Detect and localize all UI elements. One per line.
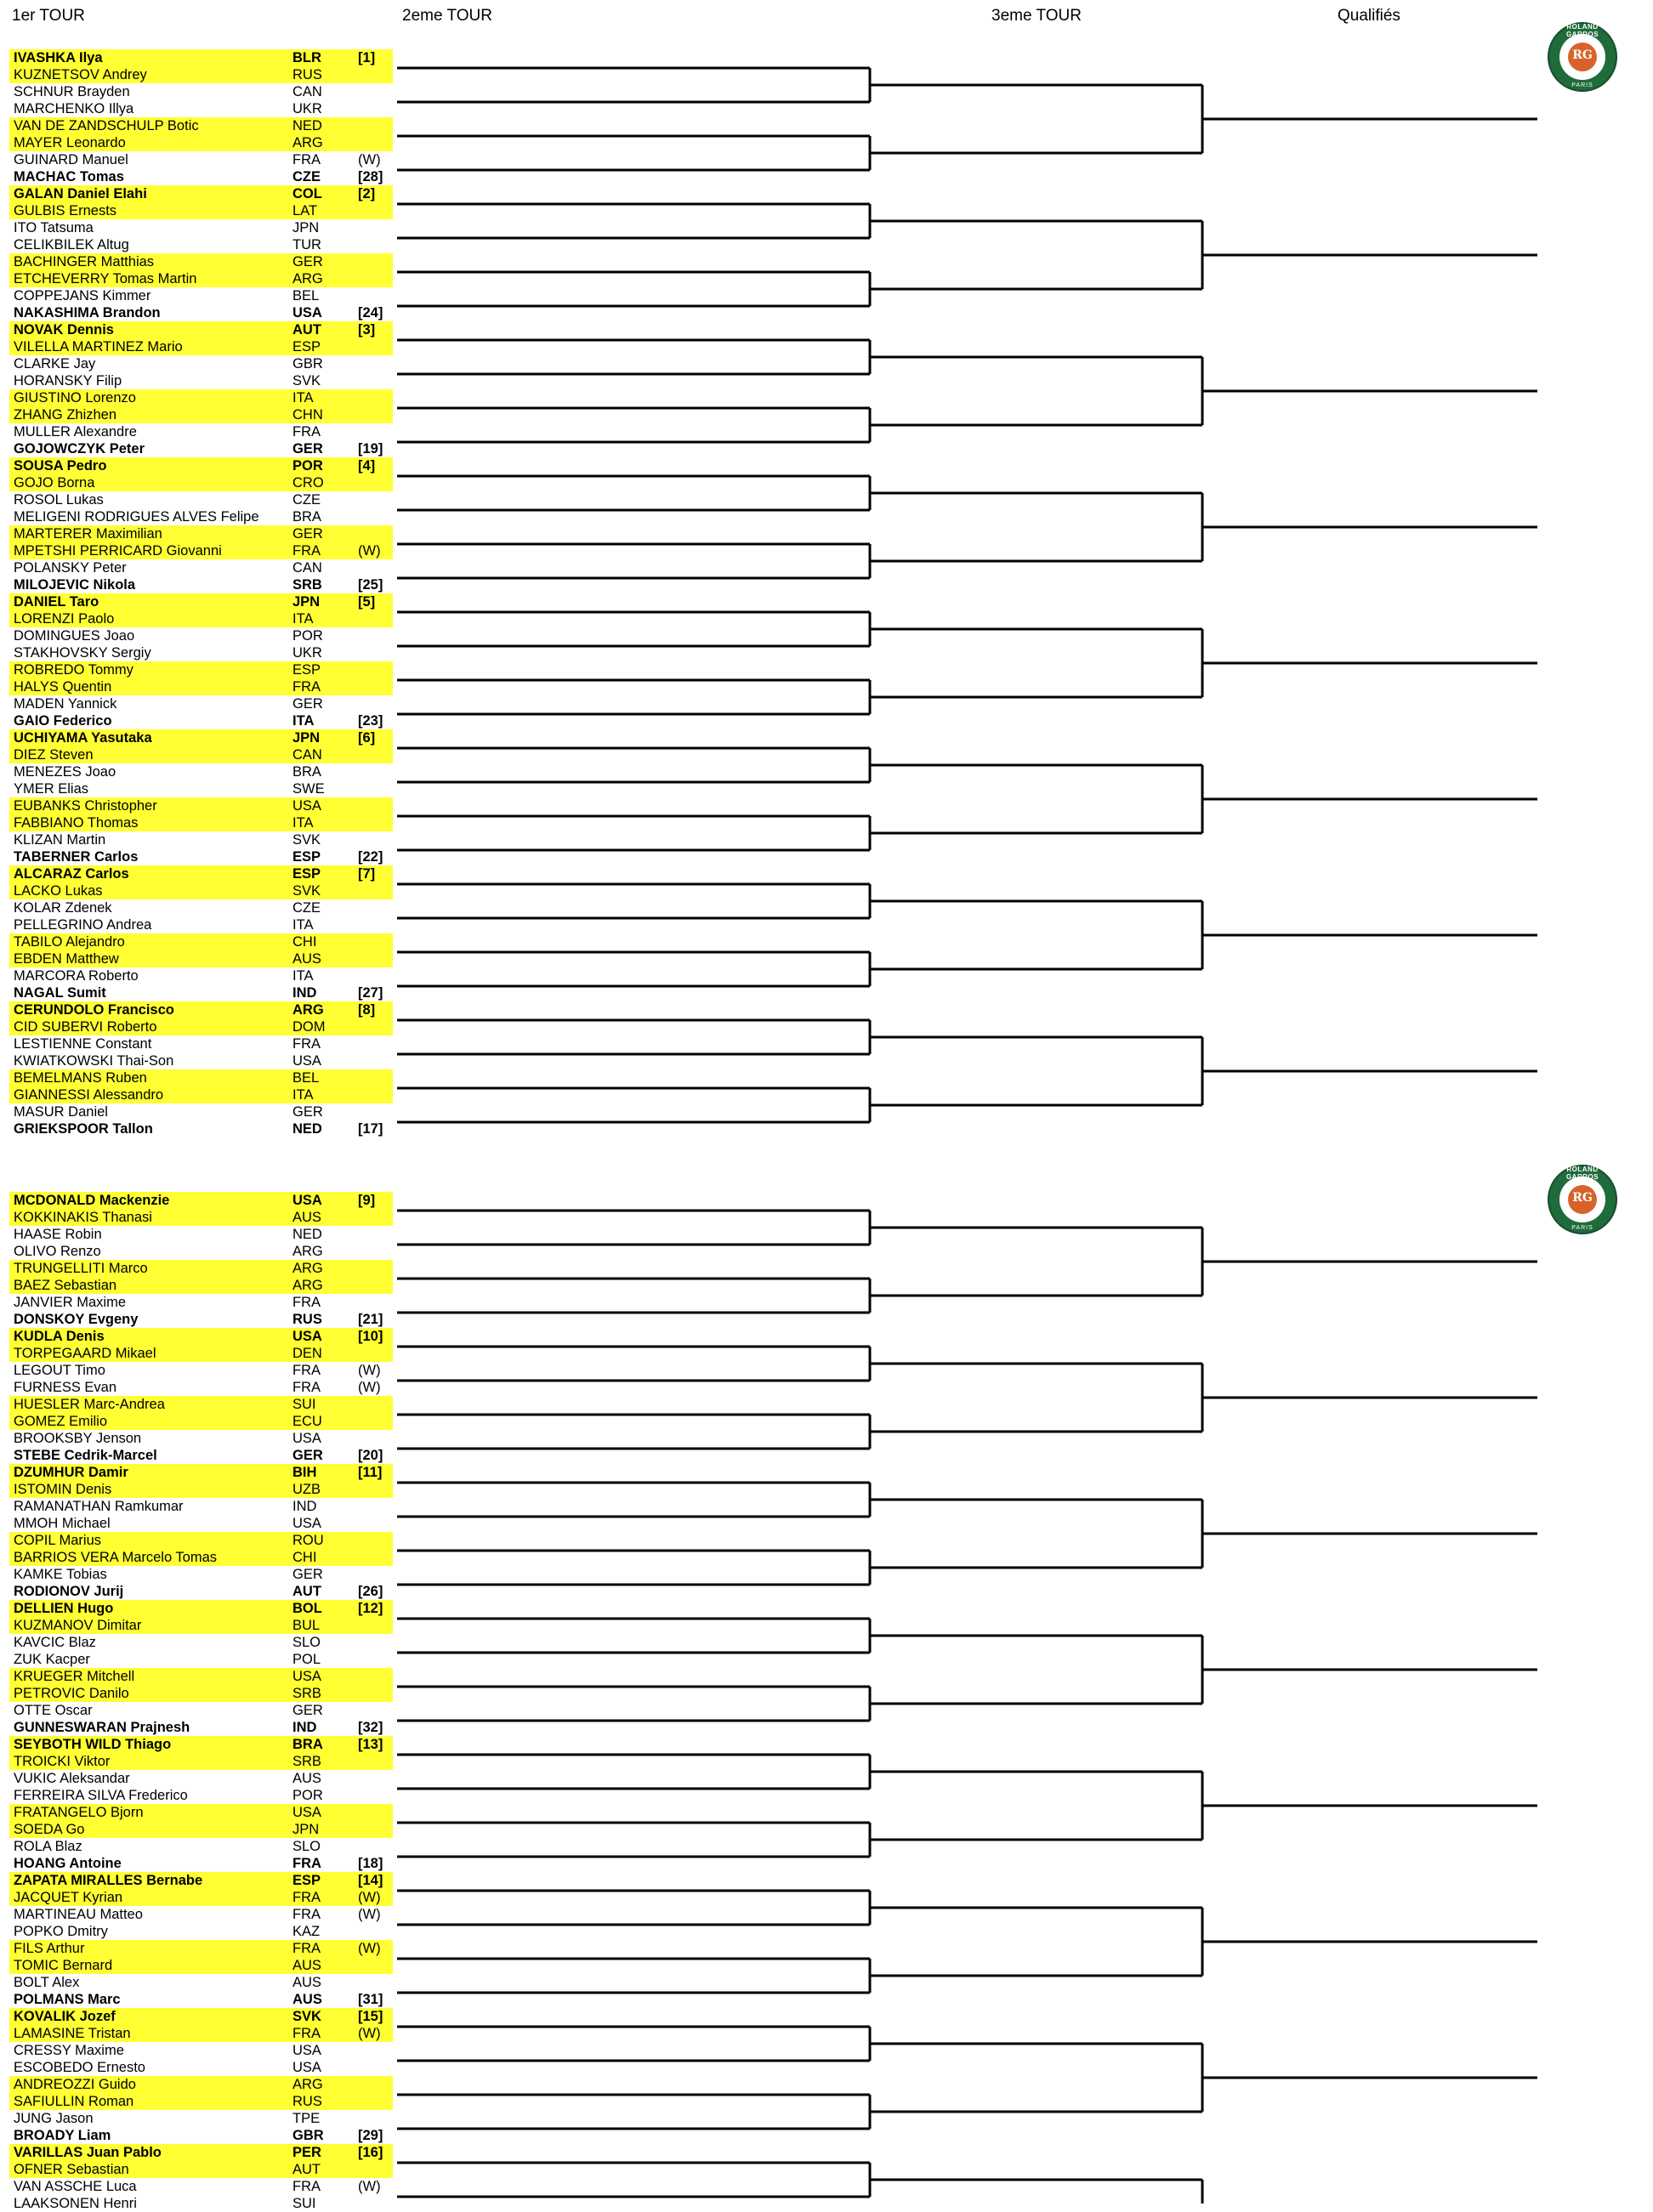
player-country: ESP xyxy=(293,866,321,882)
player-name: GOJO Borna xyxy=(14,475,95,491)
player-country: USA xyxy=(293,1193,322,1208)
player-name: GAIO Federico xyxy=(14,713,112,729)
player-country: TPE xyxy=(293,2111,321,2126)
player-country: FRA xyxy=(293,1363,321,1378)
player-name: HALYS Quentin xyxy=(14,679,112,695)
player-country: ITA xyxy=(293,968,314,984)
player-name: CLARKE Jay xyxy=(14,356,96,372)
player-name: MENEZES Joao xyxy=(14,764,116,780)
player-name: POPKO Dmitry xyxy=(14,1924,108,1939)
player-country: ROU xyxy=(293,1533,324,1548)
player-name: STEBE Cedrik-Marcel xyxy=(14,1448,157,1463)
player-country: ARG xyxy=(293,271,323,286)
player-country: BOL xyxy=(293,1601,322,1616)
player-name: GIANNESSI Alessandro xyxy=(14,1087,164,1103)
player-name: VILELLA MARTINEZ Mario xyxy=(14,339,183,354)
player-country: RUS xyxy=(293,2094,322,2109)
player-country: FRA xyxy=(293,2179,321,2194)
player-country: JPN xyxy=(293,594,321,610)
player-name: BAEZ Sebastian xyxy=(14,1278,117,1293)
round2-header: 2eme TOUR xyxy=(402,7,492,25)
player-country: IND xyxy=(293,985,317,1001)
player-name: VUKIC Aleksandar xyxy=(14,1771,130,1786)
player-name: GOMEZ Emilio xyxy=(14,1414,108,1429)
player-name: GUINARD Manuel xyxy=(14,152,128,167)
roland-garros-logo: RG ROLAND GARROS PARIS xyxy=(1548,22,1617,92)
player-seed: [28] xyxy=(358,169,383,184)
round1-header: 1er TOUR xyxy=(12,7,85,25)
player-country: DOM xyxy=(293,1019,326,1035)
player-country: NED xyxy=(293,1227,322,1242)
player-country: POL xyxy=(293,1652,321,1667)
player-seed: (W) xyxy=(358,1380,381,1395)
player-name: KWIATKOWSKI Thai-Son xyxy=(14,1053,174,1069)
player-country: ARG xyxy=(293,1261,323,1276)
player-country: ARG xyxy=(293,1278,323,1293)
player-seed: (W) xyxy=(358,543,381,559)
player-name: GUNNESWARAN Prajnesh xyxy=(14,1720,190,1735)
player-country: FRA xyxy=(293,543,321,559)
player-seed: [23] xyxy=(358,713,383,729)
player-country: ESP xyxy=(293,339,321,354)
player-country: AUT xyxy=(293,1584,321,1599)
player-seed: [17] xyxy=(358,1121,383,1137)
player-name: SEYBOTH WILD Thiago xyxy=(14,1737,172,1752)
player-seed: [32] xyxy=(358,1720,383,1735)
player-name: KOVALIK Jozef xyxy=(14,2009,116,2024)
player-country: DEN xyxy=(293,1346,322,1361)
player-country: SVK xyxy=(293,883,321,899)
player-country: USA xyxy=(293,1431,321,1446)
player-country: FRA xyxy=(293,1380,321,1395)
player-country: CHI xyxy=(293,934,317,950)
player-country: ESP xyxy=(293,1873,321,1888)
player-name: MASUR Daniel xyxy=(14,1104,108,1120)
player-seed: [22] xyxy=(358,849,383,865)
player-country: POR xyxy=(293,458,323,474)
player-name: FABBIANO Thomas xyxy=(14,815,139,831)
player-name: LORENZI Paolo xyxy=(14,611,115,627)
player-country: ITA xyxy=(293,390,314,406)
player-name: ROBREDO Tommy xyxy=(14,662,133,678)
player-name: ROLA Blaz xyxy=(14,1839,82,1854)
player-seed: (W) xyxy=(358,152,381,167)
player-name: LEGOUT Timo xyxy=(14,1363,105,1378)
player-name: HAASE Robin xyxy=(14,1227,102,1242)
player-country: FRA xyxy=(293,1036,321,1052)
player-name: NOVAK Dennis xyxy=(14,322,114,337)
player-name: ISTOMIN Denis xyxy=(14,1482,112,1497)
player-name: OTTE Oscar xyxy=(14,1703,93,1718)
player-country: FRA xyxy=(293,1295,321,1310)
player-name: CELIKBILEK Altug xyxy=(14,237,129,252)
player-name: FRATANGELO Bjorn xyxy=(14,1805,144,1820)
player-country: USA xyxy=(293,1053,321,1069)
player-name: KAVCIC Blaz xyxy=(14,1635,96,1650)
player-name: MARTINEAU Matteo xyxy=(14,1907,143,1922)
player-country: LAT xyxy=(293,203,318,218)
player-country: GER xyxy=(293,1567,323,1582)
player-seed: (W) xyxy=(358,2026,381,2041)
player-name: YMER Elias xyxy=(14,781,89,797)
player-name: ITO Tatsuma xyxy=(14,220,94,235)
player-country: AUT xyxy=(293,2162,321,2177)
player-name: RAMANATHAN Ramkumar xyxy=(14,1499,184,1514)
player-name: EBDEN Matthew xyxy=(14,951,119,967)
player-country: ESP xyxy=(293,662,321,678)
player-name: TORPEGAARD Mikael xyxy=(14,1346,156,1361)
player-country: UZB xyxy=(293,1482,321,1497)
player-country: CZE xyxy=(293,169,321,184)
player-name: KOLAR Zdenek xyxy=(14,900,112,916)
player-name: MARTERER Maximilian xyxy=(14,526,162,542)
player-seed: [25] xyxy=(358,577,383,593)
player-country: CAN xyxy=(293,560,322,576)
player-seed: [12] xyxy=(358,1601,383,1616)
player-country: USA xyxy=(293,1329,322,1344)
player-seed: [3] xyxy=(358,322,376,337)
player-country: JPN xyxy=(293,730,321,746)
player-country: FRA xyxy=(293,424,321,440)
player-seed: [16] xyxy=(358,2145,383,2160)
player-country: USA xyxy=(293,2043,321,2058)
player-country: ARG xyxy=(293,135,323,150)
player-name: ALCARAZ Carlos xyxy=(14,866,129,882)
player-seed: [27] xyxy=(358,985,383,1001)
player-name: TRUNGELLITI Marco xyxy=(14,1261,148,1276)
player-country: GER xyxy=(293,1703,323,1718)
player-name: MARCORA Roberto xyxy=(14,968,139,984)
player-seed: (W) xyxy=(358,1941,381,1956)
player-country: BUL xyxy=(293,1618,321,1633)
player-name: JUNG Jason xyxy=(14,2111,94,2126)
player-name: GIUSTINO Lorenzo xyxy=(14,390,136,406)
player-name: GULBIS Ernests xyxy=(14,203,117,218)
player-country: ITA xyxy=(293,815,314,831)
player-country: CAN xyxy=(293,84,322,99)
player-country: SRB xyxy=(293,1686,321,1701)
player-country: AUT xyxy=(293,322,321,337)
player-country: CZE xyxy=(293,492,321,508)
player-name: GRIEKSPOOR Tallon xyxy=(14,1121,153,1137)
player-name: SOEDA Go xyxy=(14,1822,85,1837)
player-name: JACQUET Kyrian xyxy=(14,1890,123,1905)
player-country: AUS xyxy=(293,1210,321,1225)
player-name: DZUMHUR Damir xyxy=(14,1465,128,1480)
roland-garros-logo: RG ROLAND GARROS PARIS xyxy=(1548,1165,1617,1234)
player-country: USA xyxy=(293,1669,321,1684)
player-name: JANVIER Maxime xyxy=(14,1295,127,1310)
player-name: PELLEGRINO Andrea xyxy=(14,917,152,933)
player-name: VARILLAS Juan Pablo xyxy=(14,2145,162,2160)
player-name: ANDREOZZI Guido xyxy=(14,2077,136,2092)
player-name: ESCOBEDO Ernesto xyxy=(14,2060,145,2075)
player-country: TUR xyxy=(293,237,321,252)
player-country: BRA xyxy=(293,1737,323,1752)
player-seed: [11] xyxy=(358,1465,383,1480)
player-name: CRESSY Maxime xyxy=(14,2043,124,2058)
player-name: TABERNER Carlos xyxy=(14,849,139,865)
player-country: SWE xyxy=(293,781,325,797)
player-country: GBR xyxy=(293,2128,324,2143)
player-country: SVK xyxy=(293,373,321,389)
player-country: ITA xyxy=(293,713,315,729)
player-name: KOKKINAKIS Thanasi xyxy=(14,1210,152,1225)
player-seed: [20] xyxy=(358,1448,383,1463)
player-name: LACKO Lukas xyxy=(14,883,103,899)
player-name: MULLER Alexandre xyxy=(14,424,137,440)
player-seed: (W) xyxy=(358,1890,381,1905)
player-country: BEL xyxy=(293,1070,320,1086)
player-name: ZUK Kacper xyxy=(14,1652,90,1667)
player-name: DELLIEN Hugo xyxy=(14,1601,114,1616)
player-country: ESP xyxy=(293,849,321,865)
player-seed: [7] xyxy=(358,866,376,882)
player-seed: [10] xyxy=(358,1329,383,1344)
player-country: USA xyxy=(293,1516,321,1531)
player-country: ARG xyxy=(293,1244,323,1259)
player-country: CAN xyxy=(293,747,322,763)
player-seed: [13] xyxy=(358,1737,383,1752)
player-country: BRA xyxy=(293,764,321,780)
player-country: GER xyxy=(293,526,323,542)
player-name: NAKASHIMA Brandon xyxy=(14,305,161,320)
round3-header: 3eme TOUR xyxy=(991,7,1082,25)
player-country: POR xyxy=(293,628,323,644)
player-name: ZAPATA MIRALLES Bernabe xyxy=(14,1873,203,1888)
player-seed: [14] xyxy=(358,1873,383,1888)
player-name: GALAN Daniel Elahi xyxy=(14,186,147,201)
player-country: GER xyxy=(293,254,323,269)
player-name: BROADY Liam xyxy=(14,2128,111,2143)
player-name: BACHINGER Matthias xyxy=(14,254,155,269)
player-country: SUI xyxy=(293,2196,316,2211)
player-country: CRO xyxy=(293,475,324,491)
player-seed: (W) xyxy=(358,1363,381,1378)
player-country: CHN xyxy=(293,407,323,423)
player-country: AUS xyxy=(293,1771,321,1786)
player-country: KAZ xyxy=(293,1924,321,1939)
player-name: MAYER Leonardo xyxy=(14,135,126,150)
player-country: SLO xyxy=(293,1635,321,1650)
player-country: GBR xyxy=(293,356,323,372)
player-seed: [5] xyxy=(358,594,376,610)
player-country: FRA xyxy=(293,152,321,167)
player-country: SLO xyxy=(293,1839,321,1854)
player-name: IVASHKA Ilya xyxy=(14,50,103,65)
player-country: JPN xyxy=(293,1822,320,1837)
player-name: MMOH Michael xyxy=(14,1516,111,1531)
player-country: SVK xyxy=(293,832,321,848)
player-seed: [29] xyxy=(358,2128,383,2143)
player-country: AUS xyxy=(293,951,321,967)
player-country: FRA xyxy=(293,1941,321,1956)
player-name: CID SUBERVI Roberto xyxy=(14,1019,157,1035)
player-name: KUZNETSOV Andrey xyxy=(14,67,147,82)
player-country: IND xyxy=(293,1720,317,1735)
player-country: ITA xyxy=(293,611,314,627)
player-seed: [6] xyxy=(358,730,376,746)
player-seed: [4] xyxy=(358,458,376,474)
player-country: UKR xyxy=(293,101,322,116)
player-country: BRA xyxy=(293,509,321,525)
player-country: SUI xyxy=(293,1397,316,1412)
player-name: POLMANS Marc xyxy=(14,1992,121,2007)
player-name: VAN ASSCHE Luca xyxy=(14,2179,137,2194)
player-name: MILOJEVIC Nikola xyxy=(14,577,136,593)
player-country: ARG xyxy=(293,1002,324,1018)
player-name: BARRIOS VERA Marcelo Tomas xyxy=(14,1550,218,1565)
player-country: GER xyxy=(293,441,323,457)
player-country: USA xyxy=(293,2060,321,2075)
player-name: TROICKI Viktor xyxy=(14,1754,111,1769)
player-country: NED xyxy=(293,1121,322,1137)
player-country: USA xyxy=(293,1805,321,1820)
player-name: HUESLER Marc-Andrea xyxy=(14,1397,165,1412)
player-seed: (W) xyxy=(358,2179,381,2194)
player-name: KRUEGER Mitchell xyxy=(14,1669,135,1684)
player-seed: (W) xyxy=(358,1907,381,1922)
player-name: EUBANKS Christopher xyxy=(14,798,157,814)
player-name: KLIZAN Martin xyxy=(14,832,106,848)
player-name: OFNER Sebastian xyxy=(14,2162,129,2177)
player-name: FURNESS Evan xyxy=(14,1380,117,1395)
player-name: RODIONOV Jurij xyxy=(14,1584,124,1599)
player-seed: [1] xyxy=(358,50,376,65)
player-name: POLANSKY Peter xyxy=(14,560,127,576)
player-country: RUS xyxy=(293,67,322,82)
player-country: FRA xyxy=(293,2026,321,2041)
player-name: TOMIC Bernard xyxy=(14,1958,113,1973)
player-seed: [18] xyxy=(358,1856,383,1871)
player-country: COL xyxy=(293,186,322,201)
player-seed: [26] xyxy=(358,1584,383,1599)
player-name: UCHIYAMA Yasutaka xyxy=(14,730,152,746)
player-name: BEMELMANS Ruben xyxy=(14,1070,147,1086)
player-seed: [9] xyxy=(358,1193,376,1208)
player-country: AUS xyxy=(293,1975,321,1990)
player-country: GER xyxy=(293,1448,323,1463)
player-country: JPN xyxy=(293,220,320,235)
player-country: SRB xyxy=(293,577,322,593)
player-name: ZHANG Zhizhen xyxy=(14,407,117,423)
player-name: LESTIENNE Constant xyxy=(14,1036,152,1052)
player-name: DONSKOY Evgeny xyxy=(14,1312,139,1327)
player-country: UKR xyxy=(293,645,322,661)
player-name: HOANG Antoine xyxy=(14,1856,122,1871)
player-country: ARG xyxy=(293,2077,323,2092)
player-name: HORANSKY Filip xyxy=(14,373,122,389)
player-country: BLR xyxy=(293,50,321,65)
player-name: ETCHEVERRY Tomas Martin xyxy=(14,271,197,286)
player-name: MPETSHI PERRICARD Giovanni xyxy=(14,543,222,559)
player-country: ITA xyxy=(293,1087,314,1103)
player-country: IND xyxy=(293,1499,317,1514)
player-country: CZE xyxy=(293,900,321,916)
player-name: MARCHENKO Illya xyxy=(14,101,134,116)
player-name: PETROVIC Danilo xyxy=(14,1686,129,1701)
player-country: AUS xyxy=(293,1958,321,1973)
player-name: COPIL Marius xyxy=(14,1533,101,1548)
player-name: MACHAC Tomas xyxy=(14,169,124,184)
player-seed: [2] xyxy=(358,186,376,201)
player-country: GER xyxy=(293,1104,323,1120)
player-name: SOUSA Pedro xyxy=(14,458,107,474)
player-seed: [8] xyxy=(358,1002,376,1018)
player-seed: [21] xyxy=(358,1312,383,1327)
qualified-header: Qualifiés xyxy=(1338,7,1400,25)
player-name: LAAKSONEN Henri xyxy=(14,2196,137,2211)
player-name: NAGAL Sumit xyxy=(14,985,106,1001)
player-seed: [24] xyxy=(358,305,383,320)
player-name: MCDONALD Mackenzie xyxy=(14,1193,170,1208)
player-country: FRA xyxy=(293,1907,321,1922)
player-name: FILS Arthur xyxy=(14,1941,85,1956)
player-country: ITA xyxy=(293,917,314,933)
player-name: CERUNDOLO Francisco xyxy=(14,1002,174,1018)
player-country: ECU xyxy=(293,1414,322,1429)
player-country: CHI xyxy=(293,1550,317,1565)
player-name: GOJOWCZYK Peter xyxy=(14,441,145,457)
player-name: COPPEJANS Kimmer xyxy=(14,288,151,303)
player-country: BEL xyxy=(293,288,320,303)
player-name: KUDLA Denis xyxy=(14,1329,105,1344)
player-name: SCHNUR Brayden xyxy=(14,84,130,99)
player-country: USA xyxy=(293,798,321,814)
player-country: PER xyxy=(293,2145,321,2160)
player-name: TABILO Alejandro xyxy=(14,934,125,950)
player-name: VAN DE ZANDSCHULP Botic xyxy=(14,118,199,133)
player-seed: [31] xyxy=(358,1992,383,2007)
player-name: BOLT Alex xyxy=(14,1975,80,1990)
player-name: DANIEL Taro xyxy=(14,594,99,610)
player-name: OLIVO Renzo xyxy=(14,1244,101,1259)
player-seed: [19] xyxy=(358,441,383,457)
player-name: ROSOL Lukas xyxy=(14,492,104,508)
player-name: KAMKE Tobias xyxy=(14,1567,107,1582)
player-country: NED xyxy=(293,118,322,133)
player-seed: [15] xyxy=(358,2009,383,2024)
player-name: DOMINGUES Joao xyxy=(14,628,135,644)
player-country: BIH xyxy=(293,1465,317,1480)
player-name: DIEZ Steven xyxy=(14,747,94,763)
player-country: FRA xyxy=(293,679,321,695)
player-country: SRB xyxy=(293,1754,321,1769)
player-country: FRA xyxy=(293,1890,321,1905)
player-name: LAMASINE Tristan xyxy=(14,2026,131,2041)
player-name: STAKHOVSKY Sergiy xyxy=(14,645,151,661)
player-country: AUS xyxy=(293,1992,322,2007)
player-country: USA xyxy=(293,305,322,320)
player-country: GER xyxy=(293,696,323,712)
player-country: SVK xyxy=(293,2009,321,2024)
player-name: FERREIRA SILVA Frederico xyxy=(14,1788,188,1803)
player-name: KUZMANOV Dimitar xyxy=(14,1618,142,1633)
player-country: POR xyxy=(293,1788,323,1803)
player-name: BROOKSBY Jenson xyxy=(14,1431,142,1446)
player-country: RUS xyxy=(293,1312,322,1327)
player-name: MELIGENI RODRIGUES ALVES Felipe xyxy=(14,509,259,525)
player-country: FRA xyxy=(293,1856,321,1871)
player-name: SAFIULLIN Roman xyxy=(14,2094,134,2109)
player-name: MADEN Yannick xyxy=(14,696,117,712)
